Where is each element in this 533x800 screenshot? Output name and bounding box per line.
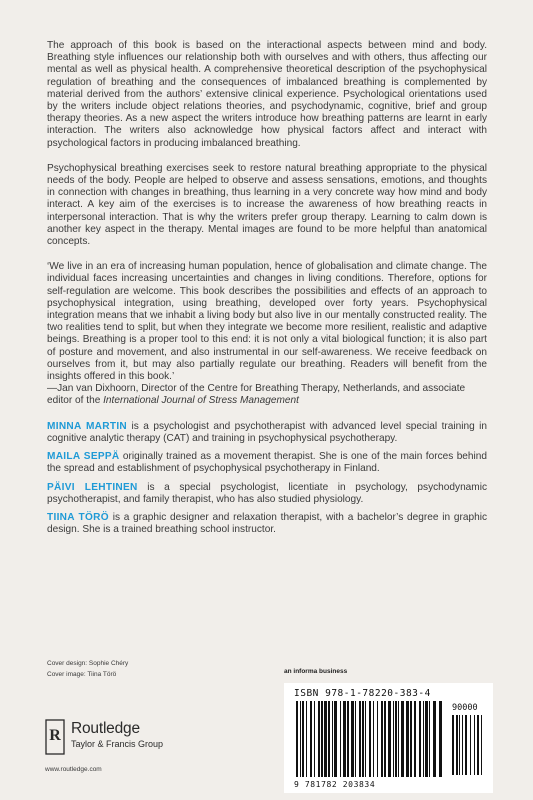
publisher-name: Routledge	[71, 720, 140, 737]
publisher-url: www.routledge.com	[45, 766, 102, 773]
cover-design-credit: Cover design: Sophie Chéry	[47, 660, 129, 667]
isbn-label: ISBN 978-1-78220-383-4	[294, 688, 431, 699]
publisher-group: Taylor & Francis Group	[71, 739, 164, 749]
blurb-text	[47, 40, 487, 542]
endorsement-quote: ‘We live in an era of increasing human population, hence of globalisation and climate change. The individual faces increasing uncertainties and changes in living conditions. Therefore, options for self-regulation are welcome. This book describes the possibilities and effects of an approach to psychophysical integration, using breathing, developed over forty years. Psychophysical integration means that we inhabit a living body but also live in our mentally constructed reality. The two realities tend to split, but when they integrate we become more resilient, realistic and adaptive beings. Breathing is a proper tool to this end: it is not only a vital biological function; it is also part of posture and movement, and also instrumental in our self-awareness. We receive feedback on ourselves from it, but may also partially regulate our breathing. Readers will benefit from the insights offered in this book.’	[47, 261, 487, 383]
description-paragraph-2: Psychophysical breathing exercises seek to restore natural breathing appropriate to the physical needs of the body. People are helped to observe and assess sensations, emotions, and thoughts in connection with changes in breathing, thus learning in a very concrete way how mind and body interact. A key aim of the exercises is to increase the awareness of how breathing reacts in interpersonal interaction. That is why the writers prefer group therapy. Learning to calm down is another key aspect in the therapy. Mental images are found to be more helpful than anatomical concepts.	[47, 162, 487, 248]
cover-image-credit: Cover image: Tiina Törö	[47, 671, 117, 678]
barcode-number: 9 781782 203834	[294, 780, 376, 789]
description-paragraph-1: The approach of this book is based on the interactional aspects between mind and body. Breathing style influences our relationship both with ourselves and with others, thus affecting our mental as well as physical health. A comprehensive theoretical description of the psychophysical regulation of breathing and the consequences of imbalanced breathing is complemented by material derived from the authors’ extensive clinical experience. Psychological orientations used by the writers include object relations theories, and psychodynamic, cognitive, brief and group therapy theories. As a new aspect the writers introduce how breathing patterns are learnt in early interaction. The writers also acknowledge how physical factors affect and interact with psychological factors in producing imbalanced breathing.	[47, 40, 487, 149]
author-name: TIINA TÖRÖ	[47, 511, 109, 523]
author-name: MINNA MARTIN	[47, 420, 128, 432]
author-bio-text: originally trained as a movement therapist. She is one of the main forces behind the spread and establishment of psychophysical psychotherapy in Finland.	[47, 451, 488, 475]
cover-credits	[47, 658, 128, 680]
attribution-journal: International Journal of Stress Management	[103, 395, 299, 407]
endorsement-attribution	[47, 383, 487, 407]
routledge-emblem-icon	[45, 718, 67, 758]
svg-text:R: R	[49, 727, 61, 744]
informa-tagline: an informa business	[284, 668, 348, 675]
author-bio-1	[47, 421, 487, 445]
attribution-text: —Jan van Dixhoorn, Director of the Centre for Breathing Therapy, Netherlands, and associate editor of the	[47, 383, 466, 407]
author-bio-2	[47, 451, 487, 475]
author-name: PÄIVI LEHTINEN	[47, 481, 138, 493]
barcode-bars-icon	[284, 683, 493, 793]
author-name: MAILA SEPPÄ	[47, 451, 120, 463]
author-bio-text: is a psychologist and psychotherapist with advanced level special training in cognitive analytic therapy (CAT) and training in psychophysical psychotherapy.	[47, 420, 488, 444]
author-bio-4	[47, 512, 487, 536]
publisher-logo	[45, 718, 205, 788]
price-code: 90000	[452, 703, 478, 713]
barcode	[284, 683, 493, 793]
author-bio-text: is a graphic designer and relaxation therapist, with a bachelor’s degree in graphic design. She is a trained breathing school instructor.	[47, 511, 487, 536]
author-bio-3	[47, 482, 487, 506]
author-bio-text: is a special psychologist, licentiate in psychology, psychodynamic psychotherapist, and family therapist, who has also studied physiology.	[47, 481, 487, 505]
